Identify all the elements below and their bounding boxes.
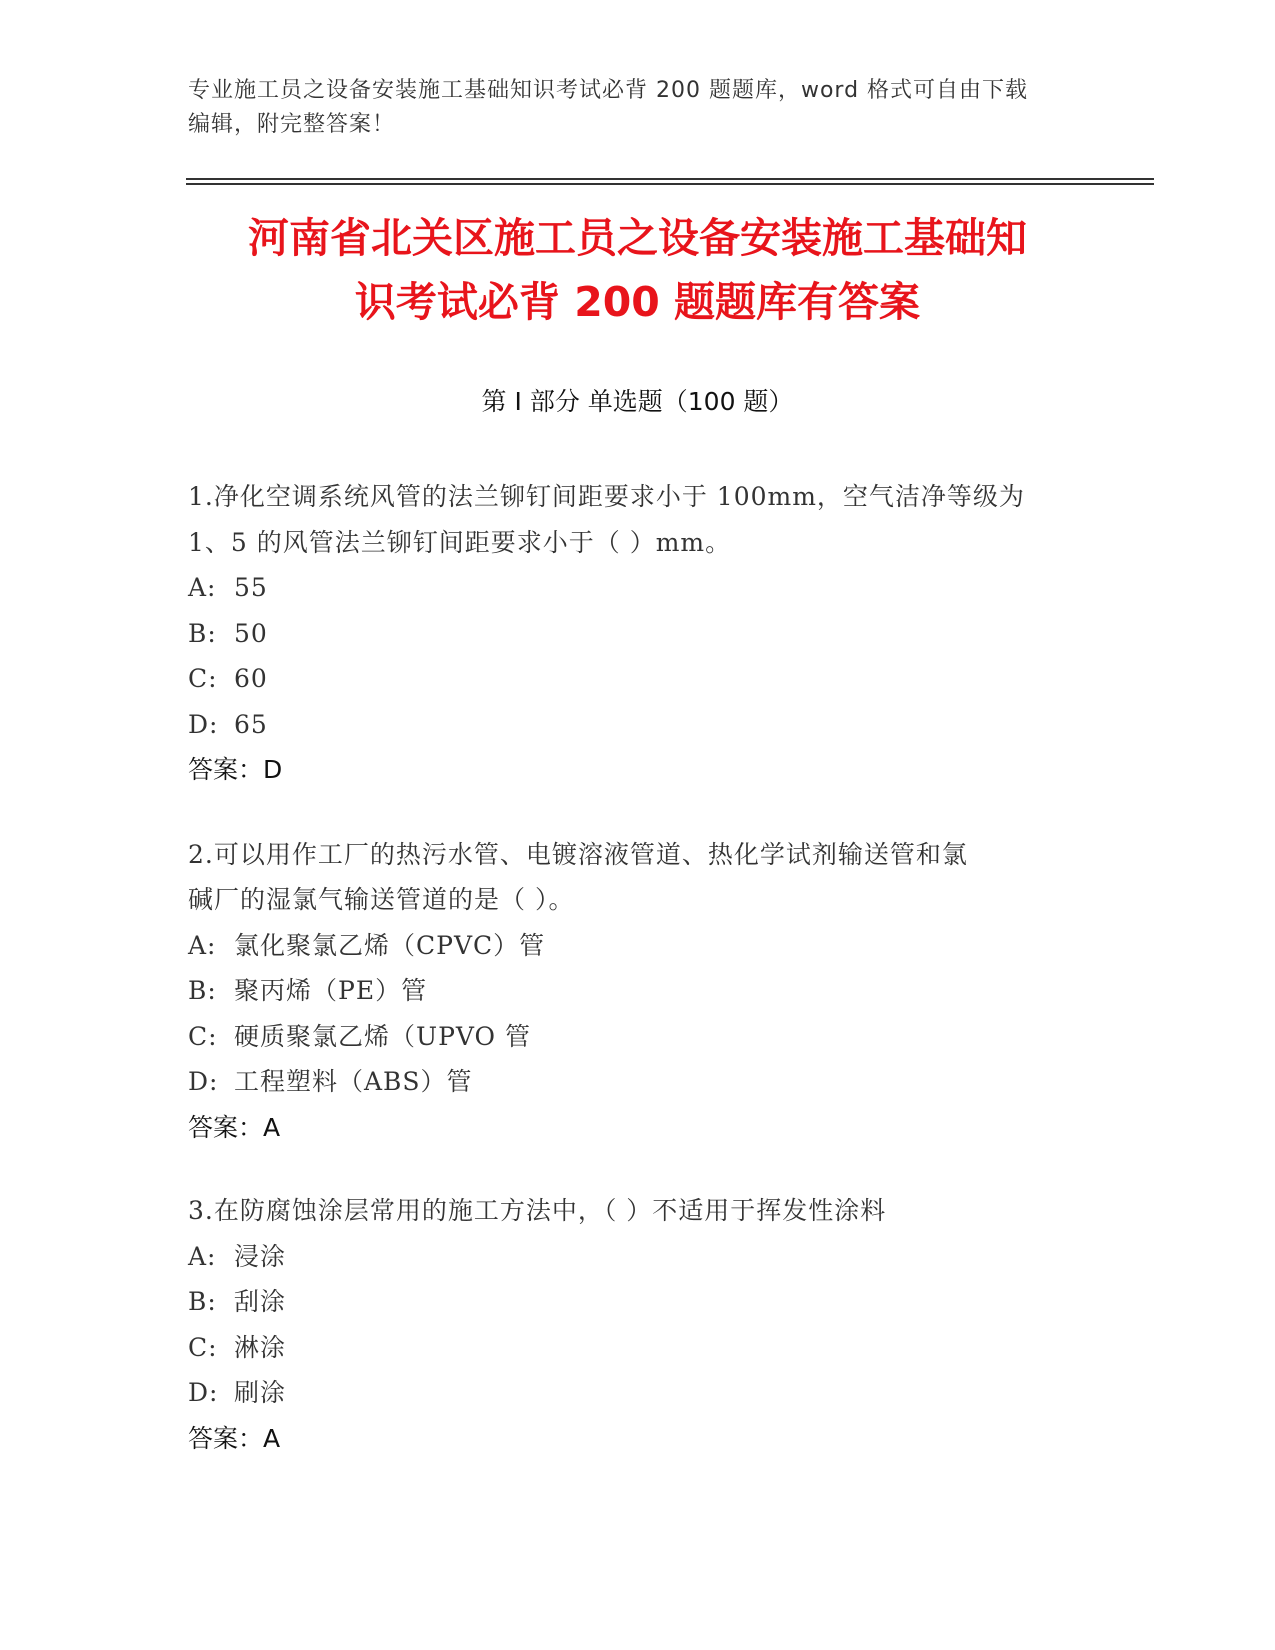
question-3-option-b <box>188 1279 1088 1325</box>
question-3-option-a <box>188 1234 1088 1280</box>
option-text: 65 <box>234 709 268 739</box>
option-text: 刷涂 <box>234 1378 287 1407</box>
question-2 <box>188 832 1088 1151</box>
question-1-option-a <box>188 565 1088 611</box>
question-2-answer: 答案：A <box>188 1112 281 1142</box>
question-list <box>188 474 1088 1461</box>
option-text: 工程塑料（ABS）管 <box>234 1067 473 1096</box>
header-note-line-1: 专业施工员之设备安装施工基础知识考试必背 200 题题库，word 格式可自由下载 <box>188 78 1029 103</box>
question-1-line-2: 1、5 的风管法兰铆钉间距要求小于（ ）mm。 <box>188 527 732 557</box>
header-rule-thin <box>186 178 1154 180</box>
option-key: A: <box>188 573 217 602</box>
question-2-line-2: 碱厂的湿氯气输送管道的是（ ）。 <box>188 885 575 914</box>
option-key: D: <box>188 709 219 739</box>
document-title <box>0 206 1275 334</box>
option-text: 淋涂 <box>234 1332 287 1362</box>
question-1-option-b <box>188 611 1088 657</box>
question-2-option-d <box>188 1059 1088 1105</box>
document-title-line-1: 河南省北关区施工员之设备安装施工基础知 <box>248 214 1027 262</box>
option-text: 60 <box>234 664 268 693</box>
option-key: B: <box>188 976 217 1005</box>
header-note <box>188 74 1088 142</box>
header-rule-thick <box>186 183 1154 186</box>
document-title-line-2: 识考试必背 200 题题库有答案 <box>354 278 921 326</box>
option-key: D: <box>188 1067 219 1096</box>
question-spacer <box>188 793 1088 832</box>
question-1-line-1: 1.净化空调系统风管的法兰铆钉间距要求小于 100mm，空气洁净等级为 <box>188 482 1025 511</box>
option-key: B: <box>188 1287 217 1316</box>
option-key: B: <box>188 618 217 648</box>
question-2-option-a <box>188 923 1088 969</box>
option-text: 50 <box>234 618 268 648</box>
question-2-option-b <box>188 968 1088 1014</box>
option-text: 氯化聚氯乙烯（CPVC）管 <box>234 930 546 960</box>
question-1 <box>188 474 1088 793</box>
option-text: 硬质聚氯乙烯（UPVO 管 <box>234 1021 531 1051</box>
option-text: 聚丙烯（PE）管 <box>234 976 428 1005</box>
question-3-option-d <box>188 1370 1088 1416</box>
option-key: C: <box>188 664 218 693</box>
question-3-line-1: 3.在防腐蚀涂层常用的施工方法中，（ ）不适用于挥发性涂料 <box>188 1196 887 1225</box>
option-text: 刮涂 <box>234 1287 287 1316</box>
question-1-option-c <box>188 656 1088 702</box>
option-key: A: <box>188 930 217 960</box>
question-1-option-d <box>188 702 1088 748</box>
option-key: C: <box>188 1332 218 1362</box>
option-text: 浸涂 <box>234 1241 287 1271</box>
option-text: 55 <box>234 573 268 602</box>
question-spacer <box>188 1150 1088 1188</box>
question-2-line-1: 2.可以用作工厂的热污水管、电镀溶液管道、热化学试剂输送管和氯 <box>188 839 968 869</box>
section-title: 第 I 部分 单选题（100 题） <box>481 387 794 416</box>
question-1-answer: 答案：D <box>188 755 283 784</box>
option-key: A: <box>188 1241 217 1271</box>
option-key: D: <box>188 1378 219 1407</box>
question-3-option-c <box>188 1325 1088 1371</box>
question-3-answer: 答案：A <box>188 1423 281 1453</box>
header-note-line-2: 编辑，附完整答案！ <box>188 112 396 137</box>
option-key: C: <box>188 1021 218 1051</box>
question-2-option-c <box>188 1014 1088 1060</box>
question-3 <box>188 1188 1088 1461</box>
